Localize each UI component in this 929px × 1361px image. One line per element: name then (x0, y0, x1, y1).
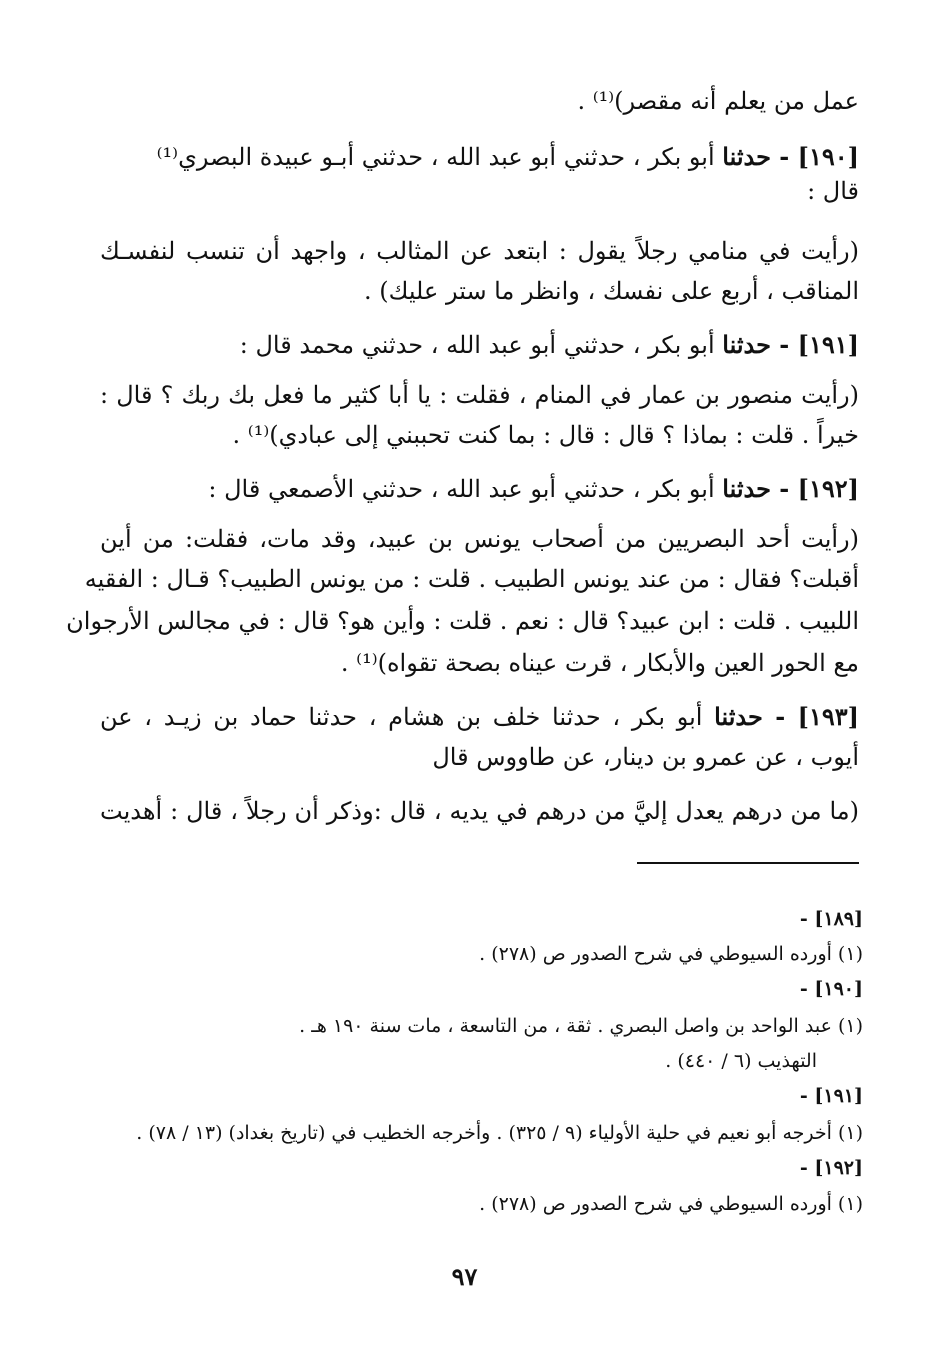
hadith-192-header (100, 472, 859, 506)
text-line: المناقب ، أربع على نفسك ، وانظر ما ستر عليك) . (363, 277, 859, 305)
footnote-ref: [١٩١] - (799, 1085, 863, 1107)
text-line: عمل من يعلم أنه مقصر)⁽¹⁾ . (577, 87, 859, 115)
hadith-191-number: [١٩١] - حدثنا (722, 330, 859, 359)
hadith-191-header (100, 328, 859, 362)
hadith-190-header (100, 140, 859, 174)
page-number: ٩٧ (451, 1262, 478, 1291)
text-line: قال : (807, 177, 859, 205)
text-line: (رأيت منصور بن عمار في المنام ، فقلت : يا أبا كثير ما فعل بك ربك ؟ قال : (100, 381, 859, 409)
hadith-190-chain: أبو بكر ، حدثني أبو عبد الله ، حدثني أبـو عبيدة البصري⁽¹⁾ (156, 143, 723, 171)
footnote: (١) أخرجه أبو نعيم في حلية الأولياء (٩ / ٣٢٥) . وأخرجه الخطيب في (تاريخ بغداد) (١٣ / ٧٨) . (136, 1122, 863, 1144)
footnote: (١) أورده السيوطي في شرح الصدور ص (٢٧٨) . (479, 1193, 863, 1215)
text-line: مع الحور العين والأبكار ، قرت عيناه بصحة تقواه)⁽¹⁾ . (340, 649, 859, 677)
text-line: (رأيت في منامي رجلاً يقول : ابتعد عن المثالب ، واجهد أن تنسب لنفسـك (100, 237, 859, 265)
hadith-193-number: [١٩٣] - حدثنا (714, 702, 859, 731)
hadith-192-number: [١٩٢] - حدثنا (722, 474, 859, 503)
hadith-193-chain: أبو بكر ، حدثنا خلف بن هشام ، حدثنا حماد بن زيـد ، عن (100, 703, 715, 731)
footnote-divider (637, 862, 859, 864)
hadith-193-header (100, 700, 859, 734)
hadith-191-chain: أبو بكر ، حدثني أبو عبد الله ، حدثني محمد قال : (239, 331, 723, 359)
footnote: (١) أورده السيوطي في شرح الصدور ص (٢٧٨) . (479, 943, 863, 965)
footnote: التهذيب (٦ / ٤٤٠) . (665, 1050, 817, 1072)
text-line: أقبلت؟ فقال : من عند يونس الطبيب . قلت : من يونس الطبيب؟ قـال : الفقيه (84, 565, 859, 593)
text-line: (رأيت أحد البصريين من أصحاب يونس بن عبيد، وقد مات، فقلت: من أين (100, 525, 859, 553)
footnote-ref: [١٩٢] - (799, 1157, 863, 1179)
text-line: خيراً . قلت : بماذا ؟ قال : قال : بما كنت تحببني إلى عبادي)⁽¹⁾ . (232, 421, 859, 449)
hadith-190-number: [١٩٠] - حدثنا (722, 142, 859, 171)
text-line: اللبيب . قلت : ابن عبيد؟ قال : نعم . قلت : وأين هو؟ قال : في مجالس الأرجوان (66, 607, 859, 635)
text-line: (ما من درهم يعدل إليَّ من درهم في يديه ، قال :وذكر أن رجلاً ، قال : أهديت (100, 797, 859, 825)
footnote-ref: [١٩٠] - (799, 978, 863, 1000)
hadith-192-chain: أبو بكر ، حدثني أبو عبد الله ، حدثني الأصمعي قال : (208, 475, 723, 503)
footnote: (١) عبد الواحد بن واصل البصري . ثقة ، من التاسعة ، مات سنة ١٩٠ هـ . (299, 1015, 863, 1037)
footnote-ref: [١٨٩] - (799, 908, 863, 930)
text-line: أيوب ، عن عمرو بن دينار، عن طاووس قال (432, 743, 859, 771)
